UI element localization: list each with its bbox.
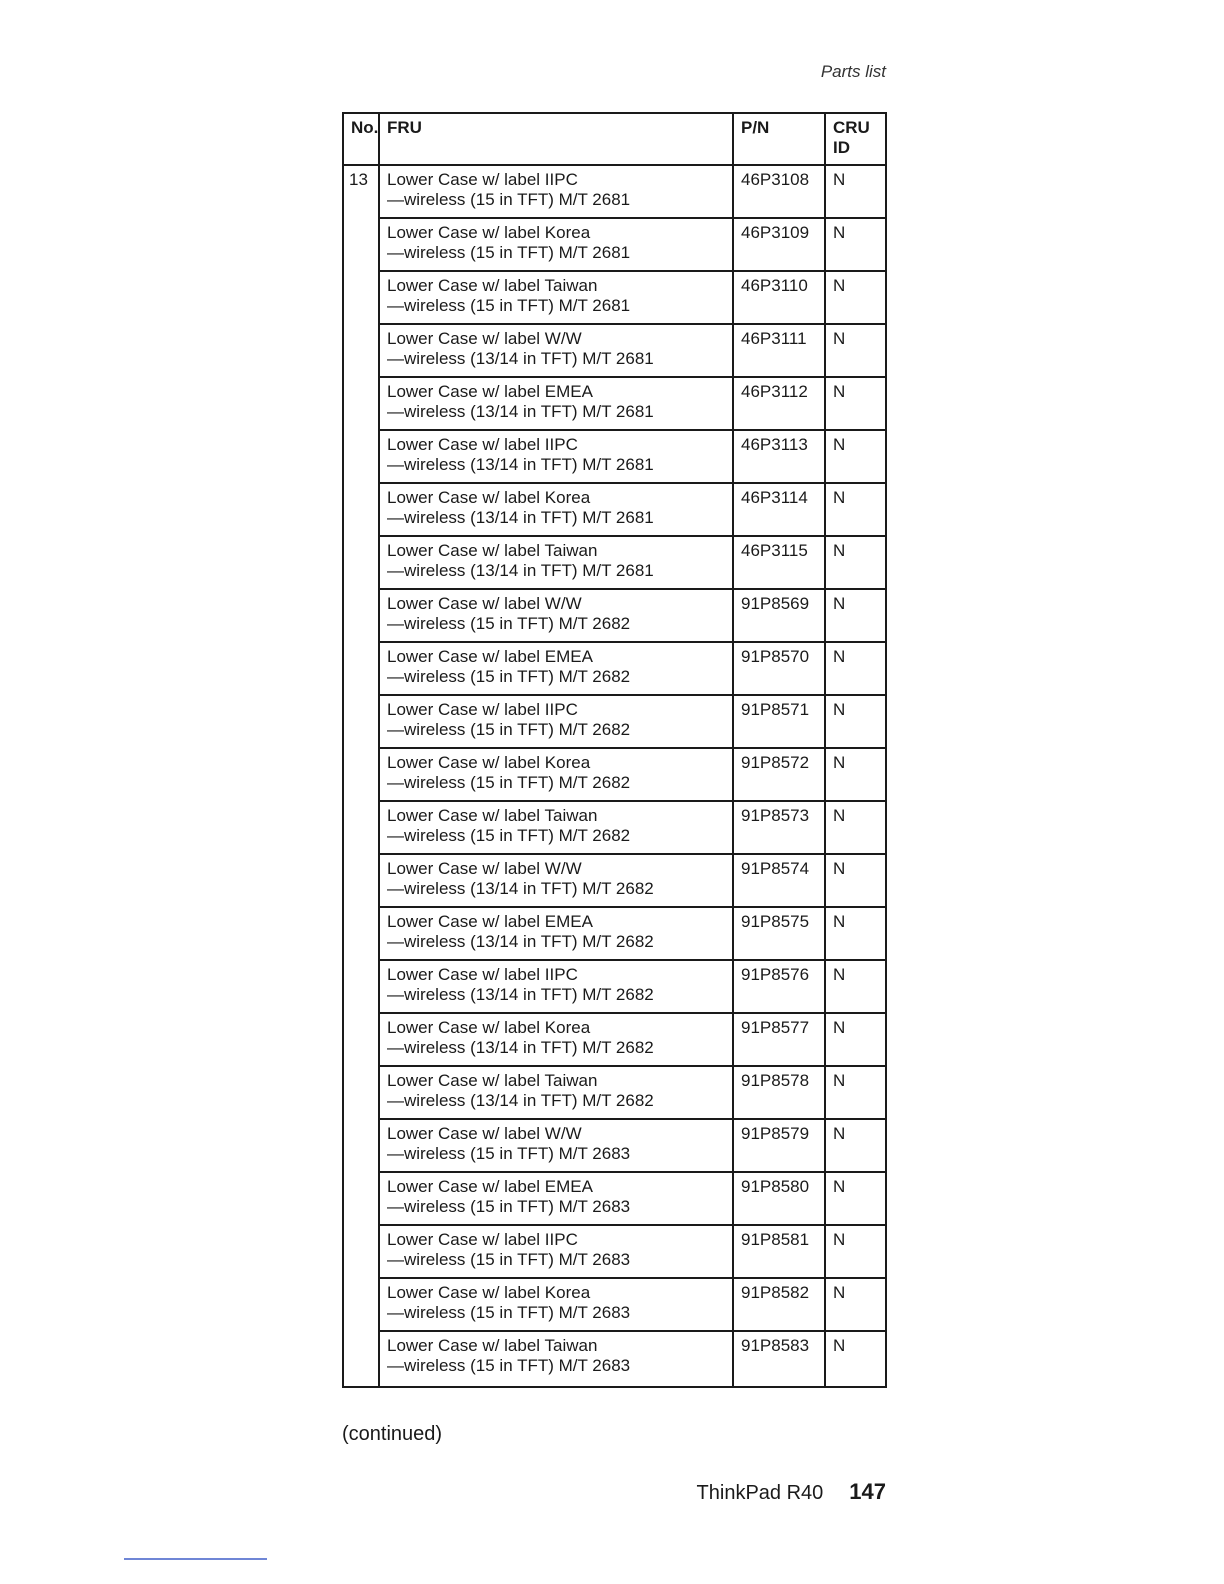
fru-cell — [379, 430, 733, 483]
fru-description: Lower Case w/ label IIPC — [387, 1230, 578, 1249]
part-number-cell: 46P3108 — [733, 165, 825, 218]
running-head: Parts list — [820, 62, 886, 81]
fru-detail: —wireless (15 in TFT) M/T 2683 — [387, 1250, 631, 1269]
part-number-cell: 46P3109 — [733, 218, 825, 271]
scan-underline — [124, 1558, 267, 1560]
fru-description: Lower Case w/ label Korea — [387, 1018, 591, 1037]
cru-id-cell: N — [825, 1225, 886, 1278]
part-number-cell: 91P8581 — [733, 1225, 825, 1278]
cru-id-cell: N — [825, 748, 886, 801]
cru-id-cell: N — [825, 907, 886, 960]
table-row — [343, 642, 886, 695]
cru-id-cell: N — [825, 324, 886, 377]
part-number-cell: 91P8577 — [733, 1013, 825, 1066]
part-number-cell: 91P8573 — [733, 801, 825, 854]
table-row — [343, 907, 886, 960]
footer-product-name: ThinkPad R40 — [696, 1482, 824, 1504]
fru-cell — [379, 536, 733, 589]
fru-cell — [379, 854, 733, 907]
fru-cell — [379, 960, 733, 1013]
fru-description: Lower Case w/ label W/W — [387, 1124, 582, 1143]
cru-id-cell: N — [825, 430, 886, 483]
fru-description: Lower Case w/ label IIPC — [387, 965, 578, 984]
fru-description: Lower Case w/ label W/W — [387, 594, 582, 613]
part-number-cell: 91P8582 — [733, 1278, 825, 1331]
table-row — [343, 1278, 886, 1331]
fru-cell — [379, 1331, 733, 1387]
fru-cell — [379, 483, 733, 536]
fru-description: Lower Case w/ label W/W — [387, 329, 582, 348]
fru-detail: —wireless (15 in TFT) M/T 2681 — [387, 296, 631, 315]
fru-detail: —wireless (15 in TFT) M/T 2683 — [387, 1144, 631, 1163]
cru-id-cell: N — [825, 1066, 886, 1119]
fru-cell — [379, 1172, 733, 1225]
table-row — [343, 695, 886, 748]
fru-description: Lower Case w/ label IIPC — [387, 435, 578, 454]
part-number-cell: 91P8572 — [733, 748, 825, 801]
fru-cell — [379, 377, 733, 430]
column-header-pn: P/N — [733, 113, 825, 165]
part-number-cell: 46P3113 — [733, 430, 825, 483]
table-row — [343, 960, 886, 1013]
fru-description: Lower Case w/ label IIPC — [387, 700, 578, 719]
fru-detail: —wireless (13/14 in TFT) M/T 2681 — [387, 349, 654, 368]
cru-id-cell: N — [825, 854, 886, 907]
fru-cell — [379, 165, 733, 218]
fru-description: Lower Case w/ label IIPC — [387, 170, 578, 189]
table-row — [343, 589, 886, 642]
fru-detail: —wireless (15 in TFT) M/T 2682 — [387, 826, 631, 845]
fru-description: Lower Case w/ label Korea — [387, 223, 591, 242]
fru-description: Lower Case w/ label Taiwan — [387, 1071, 598, 1090]
fru-description: Lower Case w/ label Korea — [387, 753, 591, 772]
table-row — [343, 1172, 886, 1225]
part-number-cell: 91P8578 — [733, 1066, 825, 1119]
column-header-no: No. — [343, 113, 379, 165]
fru-description: Lower Case w/ label Taiwan — [387, 541, 598, 560]
cru-id-cell: N — [825, 1278, 886, 1331]
cru-id-cell: N — [825, 960, 886, 1013]
page-number: 147 — [849, 1479, 886, 1504]
parts-table — [342, 112, 887, 1388]
part-number-cell: 91P8576 — [733, 960, 825, 1013]
fru-cell — [379, 695, 733, 748]
part-number-cell: 91P8571 — [733, 695, 825, 748]
table-row — [343, 165, 886, 218]
part-number-cell: 91P8570 — [733, 642, 825, 695]
column-header-fru: FRU — [379, 113, 733, 165]
fru-cell — [379, 1013, 733, 1066]
fru-detail: —wireless (13/14 in TFT) M/T 2681 — [387, 508, 654, 527]
cru-id-cell: N — [825, 1119, 886, 1172]
table-row — [343, 377, 886, 430]
item-number-cell: 13 — [343, 165, 379, 1387]
table-row — [343, 1331, 886, 1387]
fru-detail: —wireless (15 in TFT) M/T 2683 — [387, 1356, 631, 1375]
fru-detail: —wireless (15 in TFT) M/T 2683 — [387, 1197, 631, 1216]
fru-detail: —wireless (15 in TFT) M/T 2682 — [387, 773, 631, 792]
part-number-cell: 91P8579 — [733, 1119, 825, 1172]
fru-detail: —wireless (13/14 in TFT) M/T 2681 — [387, 455, 654, 474]
cru-header-line1: CRU — [833, 118, 870, 137]
fru-description: Lower Case w/ label Taiwan — [387, 806, 598, 825]
part-number-cell: 91P8583 — [733, 1331, 825, 1387]
part-number-cell: 46P3115 — [733, 536, 825, 589]
fru-detail: —wireless (13/14 in TFT) M/T 2682 — [387, 1038, 654, 1057]
table-row — [343, 430, 886, 483]
cru-id-cell: N — [825, 218, 886, 271]
fru-description: Lower Case w/ label EMEA — [387, 1177, 593, 1196]
fru-detail: —wireless (13/14 in TFT) M/T 2681 — [387, 402, 654, 421]
table-row — [343, 271, 886, 324]
page-footer — [697, 1479, 886, 1505]
fru-cell — [379, 1278, 733, 1331]
part-number-cell: 91P8575 — [733, 907, 825, 960]
fru-description: Lower Case w/ label W/W — [387, 859, 582, 878]
part-number-cell: 46P3110 — [733, 271, 825, 324]
fru-description: Lower Case w/ label EMEA — [387, 912, 593, 931]
fru-cell — [379, 748, 733, 801]
fru-description: Lower Case w/ label Taiwan — [387, 1336, 598, 1355]
cru-id-cell: N — [825, 536, 886, 589]
table-row — [343, 324, 886, 377]
part-number-cell: 46P3114 — [733, 483, 825, 536]
fru-cell — [379, 642, 733, 695]
table-row — [343, 536, 886, 589]
fru-cell — [379, 271, 733, 324]
cru-id-cell: N — [825, 271, 886, 324]
part-number-cell: 46P3111 — [733, 324, 825, 377]
continued-note: (continued) — [342, 1423, 443, 1445]
cru-id-cell: N — [825, 695, 886, 748]
fru-cell — [379, 324, 733, 377]
fru-detail: —wireless (15 in TFT) M/T 2683 — [387, 1303, 631, 1322]
fru-detail: —wireless (15 in TFT) M/T 2681 — [387, 243, 631, 262]
part-number-cell: 91P8580 — [733, 1172, 825, 1225]
table-row — [343, 801, 886, 854]
fru-description: Lower Case w/ label Korea — [387, 1283, 591, 1302]
fru-detail: —wireless (15 in TFT) M/T 2682 — [387, 720, 631, 739]
part-number-cell: 91P8574 — [733, 854, 825, 907]
fru-cell — [379, 589, 733, 642]
cru-id-cell: N — [825, 642, 886, 695]
cru-id-cell: N — [825, 1331, 886, 1387]
fru-detail: —wireless (15 in TFT) M/T 2682 — [387, 667, 631, 686]
fru-cell — [379, 801, 733, 854]
table-row — [343, 218, 886, 271]
fru-detail: —wireless (13/14 in TFT) M/T 2681 — [387, 561, 654, 580]
fru-cell — [379, 218, 733, 271]
fru-cell — [379, 1066, 733, 1119]
fru-description: Lower Case w/ label EMEA — [387, 382, 593, 401]
table-row — [343, 483, 886, 536]
table-row — [343, 854, 886, 907]
table-row — [343, 748, 886, 801]
part-number-cell: 46P3112 — [733, 377, 825, 430]
part-number-cell: 91P8569 — [733, 589, 825, 642]
table-header-row — [343, 113, 886, 165]
table-row — [343, 1066, 886, 1119]
fru-description: Lower Case w/ label Korea — [387, 488, 591, 507]
fru-cell — [379, 907, 733, 960]
fru-description: Lower Case w/ label Taiwan — [387, 276, 598, 295]
cru-id-cell: N — [825, 1013, 886, 1066]
fru-detail: —wireless (13/14 in TFT) M/T 2682 — [387, 879, 654, 898]
fru-detail: —wireless (15 in TFT) M/T 2681 — [387, 190, 631, 209]
cru-id-cell: N — [825, 483, 886, 536]
cru-id-cell: N — [825, 801, 886, 854]
fru-description: Lower Case w/ label EMEA — [387, 647, 593, 666]
fru-detail: —wireless (13/14 in TFT) M/T 2682 — [387, 1091, 654, 1110]
fru-detail: —wireless (15 in TFT) M/T 2682 — [387, 614, 631, 633]
column-header-cru-id — [825, 113, 886, 165]
cru-id-cell: N — [825, 1172, 886, 1225]
table-row — [343, 1013, 886, 1066]
fru-cell — [379, 1225, 733, 1278]
cru-id-cell: N — [825, 589, 886, 642]
cru-id-cell: N — [825, 165, 886, 218]
fru-detail: —wireless (13/14 in TFT) M/T 2682 — [387, 985, 654, 1004]
table-row — [343, 1225, 886, 1278]
table-row — [343, 1119, 886, 1172]
cru-id-cell: N — [825, 377, 886, 430]
fru-detail: —wireless (13/14 in TFT) M/T 2682 — [387, 932, 654, 951]
fru-cell — [379, 1119, 733, 1172]
cru-header-line2: ID — [833, 138, 850, 157]
